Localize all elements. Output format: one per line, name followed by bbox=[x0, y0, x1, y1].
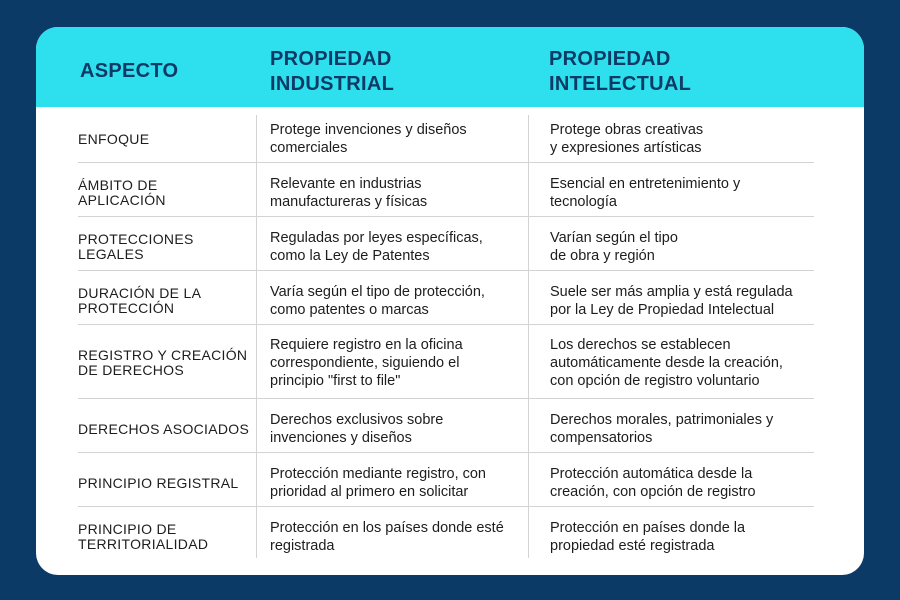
table-row-protecciones bbox=[36, 225, 864, 269]
table-header bbox=[36, 27, 864, 107]
row-divider bbox=[78, 324, 814, 325]
cell-aspect: DURACIÓN DE LA PROTECCIÓN bbox=[78, 285, 202, 316]
cell-intelectual: Protección en países donde la propiedad esté registrada bbox=[550, 520, 746, 554]
row-divider bbox=[78, 162, 814, 163]
table-row-territorialidad bbox=[36, 515, 864, 559]
cell-aspect: PRINCIPIO REGISTRAL bbox=[78, 474, 239, 491]
table-row-ambito bbox=[36, 171, 864, 215]
header-propiedad-intelectual: PROPIEDAD INTELECTUAL bbox=[549, 48, 692, 95]
table-row-registro bbox=[36, 332, 864, 394]
cell-aspect: DERECHOS ASOCIADOS bbox=[78, 420, 250, 437]
cell-intelectual: Varían según el tipo de obra y región bbox=[550, 230, 678, 264]
table-row-enfoque bbox=[36, 117, 864, 161]
cell-aspect: PRINCIPIO DE TERRITORIALIDAD bbox=[78, 521, 209, 552]
cell-intelectual: Protección automática desde la creación, con opción de registro bbox=[550, 466, 756, 500]
cell-industrial: Protección en los países donde esté registrada bbox=[270, 520, 504, 554]
header-propiedad-industrial: PROPIEDAD INDUSTRIAL bbox=[270, 48, 395, 95]
cell-intelectual: Los derechos se establecen automáticamente desde la creación, con opción de registro voluntario bbox=[550, 337, 783, 389]
row-divider bbox=[78, 506, 814, 507]
header-aspecto: ASPECTO bbox=[80, 60, 179, 82]
table-row-duracion bbox=[36, 279, 864, 323]
cell-aspect: REGISTRO Y CREACIÓN DE DERECHOS bbox=[78, 347, 248, 378]
table-row-derechos bbox=[36, 407, 864, 451]
cell-industrial: Reguladas por leyes específicas, como la Ley de Patentes bbox=[270, 230, 483, 264]
cell-intelectual: Derechos morales, patrimoniales y compensatorios bbox=[550, 412, 774, 446]
row-divider bbox=[78, 452, 814, 453]
comparison-card bbox=[36, 27, 864, 575]
cell-industrial: Relevante en industrias manufactureras y físicas bbox=[270, 176, 428, 210]
cell-industrial: Derechos exclusivos sobre invenciones y diseños bbox=[270, 412, 444, 446]
row-divider bbox=[78, 398, 814, 399]
cell-aspect: ENFOQUE bbox=[78, 130, 150, 147]
cell-aspect: PROTECCIONES LEGALES bbox=[78, 231, 194, 262]
cell-industrial: Protección mediante registro, con prioridad al primero en solicitar bbox=[270, 466, 486, 500]
row-divider bbox=[78, 216, 814, 217]
cell-intelectual: Esencial en entretenimiento y tecnología bbox=[550, 176, 741, 210]
table-row-principio-registral bbox=[36, 461, 864, 505]
cell-industrial: Varía según el tipo de protección, como patentes o marcas bbox=[270, 284, 485, 318]
cell-intelectual: Protege obras creativas y expresiones artísticas bbox=[550, 122, 704, 156]
cell-industrial: Requiere registro en la oficina correspondiente, siguiendo el principio "first to file" bbox=[270, 337, 463, 389]
row-divider bbox=[78, 270, 814, 271]
cell-aspect: ÁMBITO DE APLICACIÓN bbox=[78, 177, 166, 208]
cell-industrial: Protege invenciones y diseños comerciales bbox=[270, 122, 467, 156]
cell-intelectual: Suele ser más amplia y está regulada por la Ley de Propiedad Intelectual bbox=[550, 284, 793, 318]
